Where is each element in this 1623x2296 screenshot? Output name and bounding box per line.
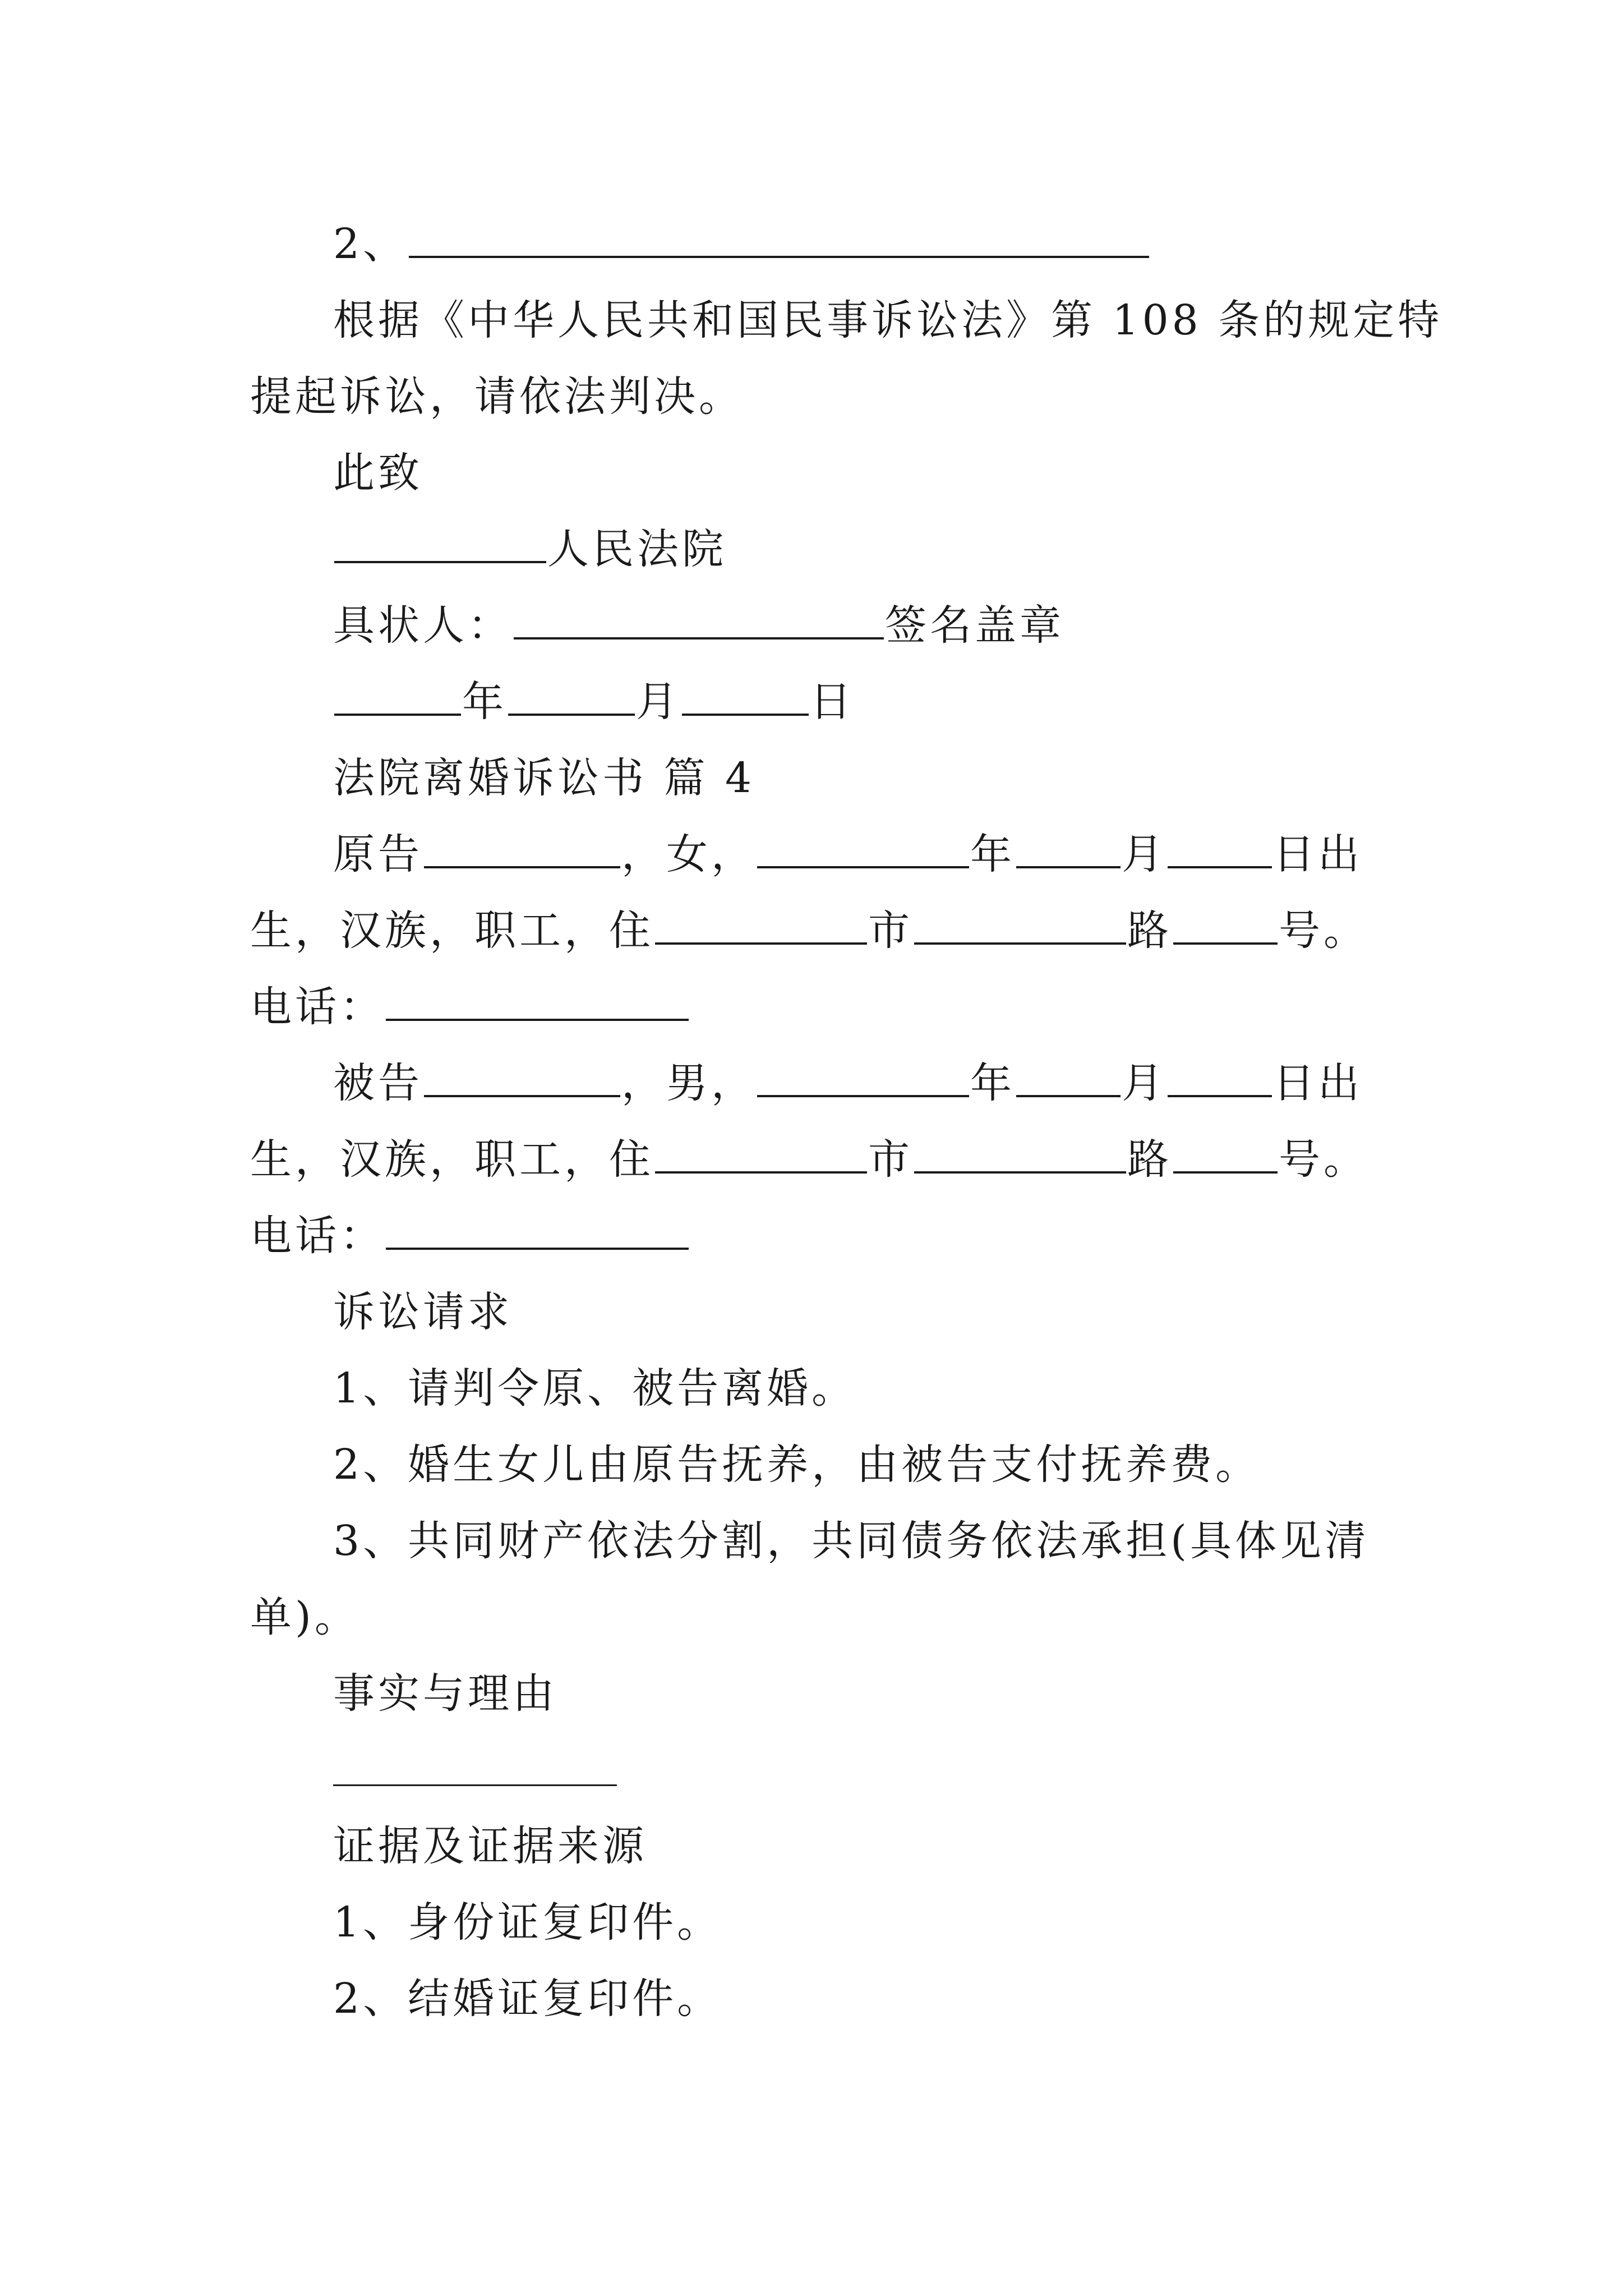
claims-heading: 诉讼请求 [333, 1288, 513, 1336]
plaintiff-city-label: 市 [868, 907, 913, 955]
year-label: 年 [462, 678, 507, 726]
defendant-road-blank [914, 1171, 1126, 1174]
signature-line [333, 601, 1064, 650]
defendant-month-label: 月 [1122, 1059, 1166, 1107]
defendant-gender: ，男， [621, 1059, 756, 1107]
plaintiff-phone-blank [386, 1018, 689, 1021]
plaintiff-birth-month-blank [1016, 866, 1121, 868]
defendant-city-label: 市 [868, 1135, 913, 1184]
claim-item: 1、请判令原、被告离婚。 [333, 1364, 857, 1412]
defendant-birth-day-blank [1168, 1094, 1272, 1097]
section-title: 法院离婚诉讼书 篇 4 [333, 754, 755, 802]
plaintiff-phone-line [250, 983, 690, 1031]
defendant-day-label: 日出 [1273, 1059, 1363, 1107]
court-line [333, 525, 727, 573]
plaintiff-number-label: 号。 [1279, 907, 1368, 955]
plaintiff-city-blank [655, 942, 867, 945]
defendant-name-blank [424, 1094, 620, 1097]
plaintiff-name-blank [424, 866, 620, 868]
defendant-phone-label: 电话： [250, 1212, 385, 1260]
defendant-birth-year-blank [757, 1094, 969, 1097]
plaintiff-ethnic-occupation: 生，汉族，职工，住 [250, 907, 654, 955]
plaintiff-month-label: 月 [1122, 830, 1166, 878]
evidence-item: 2、结婚证复印件。 [333, 1975, 722, 2023]
defendant-line-2 [250, 1135, 1368, 1184]
facts-blank [333, 1784, 617, 1786]
legal-basis-line-2: 提起诉讼，请依法判决。 [250, 372, 744, 421]
defendant-label: 被告 [333, 1059, 423, 1107]
item-2-prefix: 2、 [333, 220, 408, 268]
year-blank [334, 713, 461, 716]
plaintiff-day-label: 日出 [1273, 830, 1363, 878]
defendant-birth-month-blank [1016, 1094, 1121, 1097]
court-name-blank [334, 560, 546, 563]
item-2-line [333, 220, 1150, 268]
plaintiff-number-blank [1173, 942, 1278, 945]
facts-heading: 事实与理由 [333, 1669, 557, 1718]
defendant-road-label: 路 [1127, 1135, 1172, 1184]
plaintiff-birth-day-blank [1168, 866, 1272, 868]
defendant-city-blank [655, 1171, 867, 1174]
claim-item: 2、婚生女儿由原告抚养，由被告支付抚养费。 [333, 1441, 1261, 1489]
defendant-phone-blank [386, 1247, 689, 1250]
legal-basis-line-1: 根据《中华人民共和国民事诉讼法》第 108 条的规定特 [333, 296, 1443, 344]
defendant-number-label: 号。 [1279, 1135, 1368, 1184]
plaintiff-phone-label: 电话： [250, 983, 385, 1031]
plaintiff-line-2 [250, 907, 1368, 955]
month-label: 月 [636, 678, 681, 726]
plaintiff-label: 原告 [333, 830, 423, 878]
plaintiff-road-blank [914, 942, 1126, 945]
defendant-ethnic-occupation: 生，汉族，职工，住 [250, 1135, 654, 1184]
defendant-phone-line [250, 1212, 690, 1260]
salutation: 此致 [333, 449, 423, 497]
court-suffix: 人民法院 [547, 525, 727, 573]
signer-blank [514, 637, 884, 639]
plaintiff-line-1 [333, 830, 1363, 878]
plaintiff-year-label: 年 [970, 830, 1015, 878]
day-label: 日 [810, 678, 855, 726]
sign-suffix: 签名盖章 [885, 601, 1064, 650]
defendant-number-blank [1173, 1171, 1278, 1174]
day-blank [682, 713, 809, 716]
defendant-line-1 [333, 1059, 1363, 1107]
claim-item: 3、共同财产依法分割，共同债务依法承担(具体见清 [333, 1517, 1370, 1565]
plaintiff-gender: ，女， [621, 830, 756, 878]
blank-field [409, 255, 1149, 258]
plaintiff-road-label: 路 [1127, 907, 1172, 955]
date-line [333, 678, 855, 726]
month-blank [508, 713, 635, 716]
evidence-heading: 证据及证据来源 [333, 1822, 647, 1870]
signer-label: 具状人： [333, 601, 513, 650]
claim-item-continued: 单)。 [250, 1593, 359, 1641]
evidence-item: 1、身份证复印件。 [333, 1898, 722, 1947]
defendant-year-label: 年 [970, 1059, 1015, 1107]
plaintiff-birth-year-blank [757, 866, 969, 868]
